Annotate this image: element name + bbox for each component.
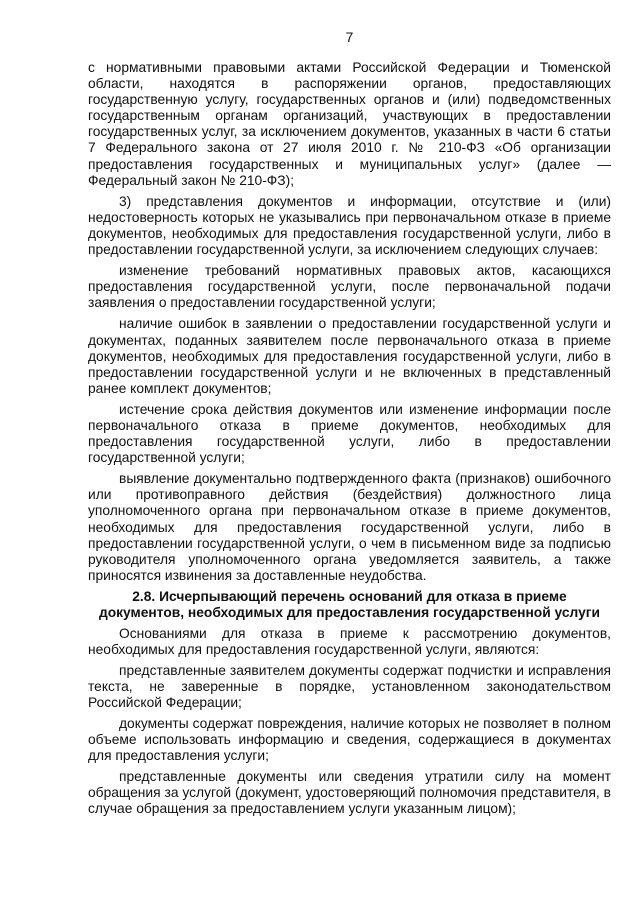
document-body xyxy=(88,60,611,823)
paragraph-case-expiry: истечение срока действия документов или изменение информации после первоначального отказа в приеме документов, необходимых для предоставления государственной услуги, либо в предоставлении государственной услуги; xyxy=(88,401,611,466)
paragraph-case-requirements-change: изменение требований нормативных правовых актов, касающихся предоставления государственной услуги, после первоначальной подачи заявления о предоставлении государственной услуги; xyxy=(88,263,611,311)
paragraph-grounds-intro: Основаниями для отказа в приеме к рассмотрению документов, необходимых для предоставления государственной услуги, являются: xyxy=(88,625,611,657)
paragraph-continuation: с нормативными правовыми актами Российской Федерации и Тюменской области, находятся в распоряжении органов, предоставляющих государственную услугу, государственных органов и (или) подведомственных государственным органам организаций, участвующих в предоставлении государственных услуг, за исключением документов, указанных в части 6 статьи 7 Федерального закона от 27 июля 2010 г. № 210-ФЗ «Об организации предоставления государственных и муниципальных услуг» (далее — Федеральный закон № 210-ФЗ); xyxy=(88,60,611,188)
paragraph-item-3: 3) представления документов и информации, отсутствие и (или) недостоверность которых не указывались при первоначальном отказе в приеме документов, необходимых для предоставления государственной услуги, либо в предоставлении государственной услуги, за исключением следующих случаев: xyxy=(88,193,611,258)
paragraph-case-errors: наличие ошибок в заявлении о предоставлении государственной услуги и документах, поданных заявителем после первоначального отказа в приеме документов, необходимых для предоставления государственной услуги, либо в предоставлении государственной услуги и не включенных в представленный ранее комплект документов; xyxy=(88,316,611,396)
paragraph-ground-expired: представленные документы или сведения утратили силу на момент обращения за услугой (документ, удостоверяющий полномочия представителя, в случае обращения за предоставлением услуги указанным лицом); xyxy=(88,769,611,817)
page-number: 7 xyxy=(345,30,354,45)
paragraph-ground-damage: документы содержат повреждения, наличие которых не позволяет в полном объеме использовать информацию и сведения, содержащиеся в документах для предоставления услуги; xyxy=(88,715,611,764)
paragraph-case-wrongful-action: выявление документально подтвержденного факта (признаков) ошибочного или противоправного действия (бездействия) должностного лица уполномоченного органа при первоначальном отказе в приеме документов, необходимых для предоставления государственной услуги, либо в предоставлении государственной услуги, о чем в письменном виде за подписью руководителя уполномоченного органа уведомляется заявитель, а также приносятся извинения за доставленные неудобства. xyxy=(88,471,611,583)
section-heading: 2.8. Исчерпывающий перечень оснований для отказа в приеме документов, необходимых для предоставления государственной услуги xyxy=(98,588,601,621)
paragraph-ground-corrections: представленные заявителем документы содержат подчистки и исправления текста, не заверенные в порядке, установленном законодательством Российской Федерации; xyxy=(88,662,611,710)
